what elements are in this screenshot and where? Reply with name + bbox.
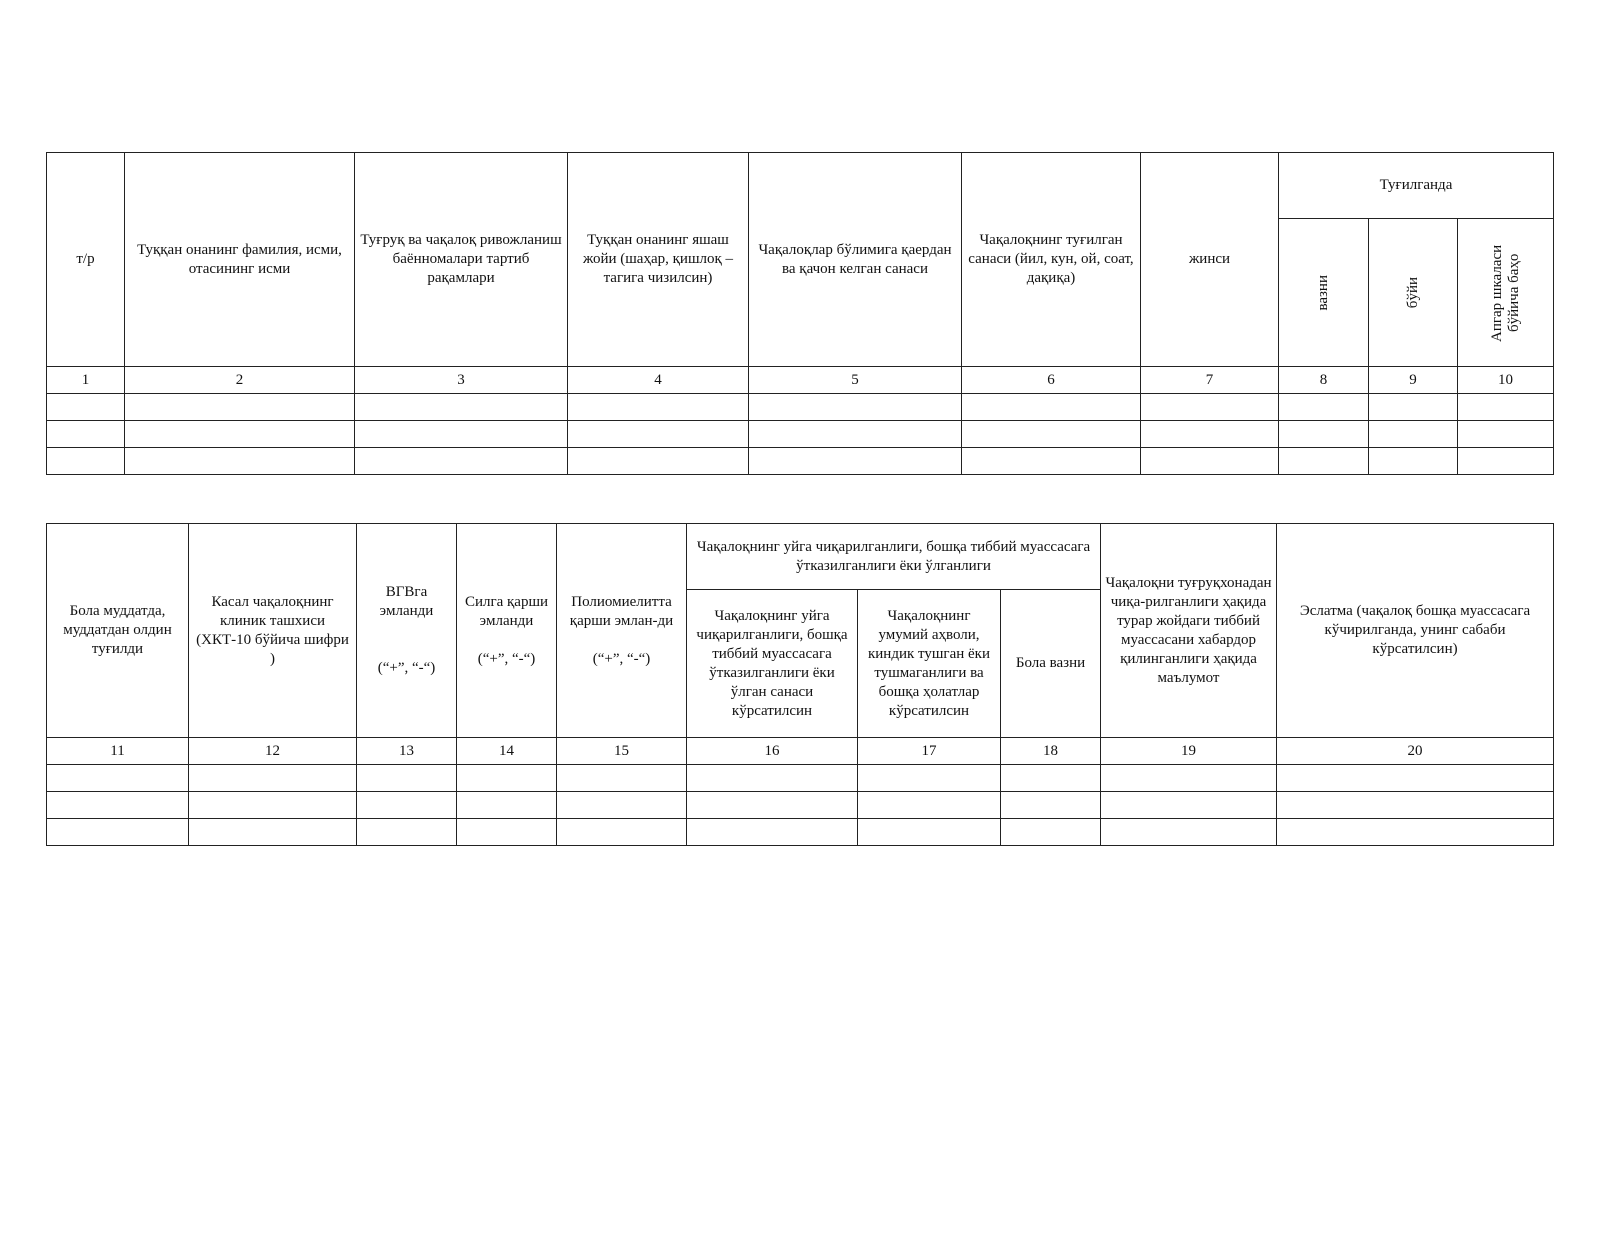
empty-cell	[1101, 765, 1277, 792]
header-apgar-score	[1458, 219, 1554, 367]
empty-cell	[1369, 421, 1458, 448]
column-number-cell: 8	[1279, 367, 1369, 394]
newborn-register-table-2	[46, 523, 1554, 846]
header-height-label: бўйи	[1404, 276, 1421, 309]
column-number-cell: 1	[47, 367, 125, 394]
empty-cell	[749, 421, 962, 448]
empty-cell	[1141, 394, 1279, 421]
polio-vaccination-mark: (“+”, “-“)	[592, 650, 651, 667]
empty-cell	[47, 421, 125, 448]
empty-cell	[355, 394, 568, 421]
column-number-cell: 17	[858, 738, 1001, 765]
empty-cell	[557, 765, 687, 792]
empty-cell	[568, 421, 749, 448]
empty-cell	[687, 819, 858, 846]
header-notification-info: Чақалоқни туғруқхонадан чиқа-рилганлиги ҳақида турар жойдаги тиббий муассасани хабардор қилинганлиги ҳақида маълумот	[1101, 524, 1277, 738]
header-hepatitis-b-vaccination	[357, 524, 457, 738]
empty-cell	[1277, 792, 1554, 819]
column-number-cell: 10	[1458, 367, 1554, 394]
column-number-cell: 2	[125, 367, 355, 394]
header-term-status: Бола муддатда, муддатдан олдин туғилди	[47, 524, 189, 738]
column-number-cell: 14	[457, 738, 557, 765]
header-mother-residence: Туққан онанинг яшаш жойи (шаҳар, қишлоқ – тагига чизилсин)	[568, 153, 749, 367]
header-record-numbers: Туғруқ ва чақалоқ ривожланиш баённомалари тартиб рақамлари	[355, 153, 568, 367]
header-height	[1369, 219, 1458, 367]
empty-cell	[357, 819, 457, 846]
bcg-vaccination-mark: (“+”, “-“)	[477, 650, 536, 667]
empty-cell	[1279, 421, 1369, 448]
header-sex: жинси	[1141, 153, 1279, 367]
empty-cell	[457, 819, 557, 846]
table-row	[47, 792, 1554, 819]
column-number-cell: 18	[1001, 738, 1101, 765]
empty-cell	[1279, 394, 1369, 421]
column-number-cell: 11	[47, 738, 189, 765]
empty-cell	[47, 765, 189, 792]
empty-cell	[1001, 819, 1101, 846]
column-number-cell: 12	[189, 738, 357, 765]
header-weight	[1279, 219, 1369, 367]
header-mother-full-name: Туққан онанинг фамилия, исми, отасининг исми	[125, 153, 355, 367]
bcg-vaccination-label: Силга қарши эмланди	[464, 593, 549, 629]
header-polio-vaccination	[557, 524, 687, 738]
empty-cell	[557, 792, 687, 819]
empty-cell	[125, 448, 355, 475]
header-remarks: Эслатма (чақалоқ бошқа муассасага кўчирилганда, унинг сабаби кўрсатилсин)	[1277, 524, 1554, 738]
header-birth-datetime: Чақалоқнинг туғилган санаси (йил, кун, ой, соат, дақиқа)	[962, 153, 1141, 367]
empty-cell	[1458, 421, 1554, 448]
empty-cell	[125, 394, 355, 421]
empty-cell	[1141, 448, 1279, 475]
empty-cell	[1279, 448, 1369, 475]
table-row	[47, 421, 1554, 448]
hepatitis-b-vaccination-mark: (“+”, “-“)	[377, 660, 436, 676]
header-admission-source-date: Чақалоқлар бўлимига қаердан ва қачон келган санаси	[749, 153, 962, 367]
header-discharge-group: Чақалоқнинг уйга чиқарилганлиги, бошқа тиббий муассасага ўтказилганлиги ёки ўлганлиги	[687, 524, 1101, 590]
empty-cell	[189, 819, 357, 846]
empty-cell	[1277, 819, 1554, 846]
column-number-cell: 13	[357, 738, 457, 765]
empty-cell	[47, 819, 189, 846]
empty-cell	[858, 792, 1001, 819]
hepatitis-b-vaccination-label: ВГВга эмланди	[379, 584, 434, 619]
header-at-birth-group: Туғилганда	[1279, 153, 1554, 219]
newborn-register-table-1	[46, 152, 1554, 475]
column-number-cell: 3	[355, 367, 568, 394]
empty-cell	[1141, 421, 1279, 448]
empty-cell	[47, 792, 189, 819]
empty-cell	[125, 421, 355, 448]
table-row	[47, 765, 1554, 792]
table-row	[47, 448, 1554, 475]
empty-cell	[355, 448, 568, 475]
header-clinical-diagnosis: Касал чақалоқнинг клиник ташхиси (ХКТ-10 бўйича шифри )	[189, 524, 357, 738]
empty-cell	[568, 448, 749, 475]
empty-cell	[1277, 765, 1554, 792]
empty-cell	[962, 394, 1141, 421]
empty-cell	[1001, 765, 1101, 792]
column-number-cell: 5	[749, 367, 962, 394]
empty-cell	[687, 792, 858, 819]
column-number-cell: 4	[568, 367, 749, 394]
empty-cell	[568, 394, 749, 421]
empty-cell	[687, 765, 858, 792]
column-number-cell: 7	[1141, 367, 1279, 394]
empty-cell	[357, 792, 457, 819]
empty-cell	[357, 765, 457, 792]
empty-cell	[355, 421, 568, 448]
empty-cell	[47, 394, 125, 421]
empty-cell	[1101, 819, 1277, 846]
empty-cell	[962, 421, 1141, 448]
column-number-cell: 15	[557, 738, 687, 765]
empty-cell	[1369, 394, 1458, 421]
empty-cell	[962, 448, 1141, 475]
empty-cell	[189, 765, 357, 792]
header-general-condition: Чақалоқнинг умумий аҳволи, киндик тушган ёки тушмаганлиги ва бошқа ҳолатлар кўрсатилсин	[858, 590, 1001, 738]
empty-cell	[1458, 448, 1554, 475]
column-number-cell: 9	[1369, 367, 1458, 394]
empty-cell	[749, 448, 962, 475]
column-number-cell: 16	[687, 738, 858, 765]
empty-cell	[1001, 792, 1101, 819]
table-row	[47, 394, 1554, 421]
column-number-cell: 20	[1277, 738, 1554, 765]
empty-cell	[1458, 394, 1554, 421]
header-bcg-vaccination	[457, 524, 557, 738]
empty-cell	[457, 765, 557, 792]
column-number-cell: 19	[1101, 738, 1277, 765]
empty-cell	[1101, 792, 1277, 819]
empty-cell	[749, 394, 962, 421]
header-child-weight: Бола вазни	[1001, 590, 1101, 738]
empty-cell	[457, 792, 557, 819]
header-discharge-date: Чақалоқнинг уйга чиқарилганлиги, бошқа тиббий муассасага ўтказилганлиги ёки ўлган санаси кўрсатилсин	[687, 590, 858, 738]
column-number-cell: 6	[962, 367, 1141, 394]
table-row	[47, 819, 1554, 846]
empty-cell	[47, 448, 125, 475]
empty-cell	[858, 765, 1001, 792]
empty-cell	[858, 819, 1001, 846]
empty-cell	[1369, 448, 1458, 475]
polio-vaccination-label: Полиомиелитта қарши эмлан-ди	[569, 593, 674, 629]
header-apgar-score-label: Апгар шкаласи бўйича баҳо	[1488, 243, 1522, 342]
header-row-number: т/р	[47, 153, 125, 367]
empty-cell	[557, 819, 687, 846]
empty-cell	[189, 792, 357, 819]
header-weight-label: вазни	[1315, 274, 1331, 311]
